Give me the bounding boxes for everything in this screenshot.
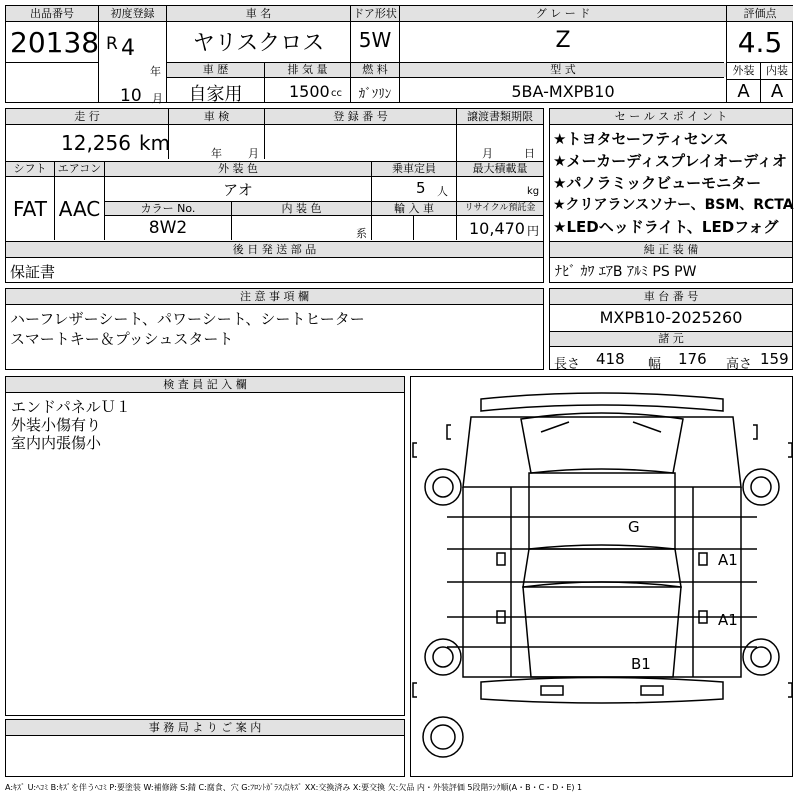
- damage-mark: A1: [718, 551, 738, 569]
- mileage-unit: km: [139, 131, 171, 155]
- office-label: 事 務 局 よ り ご 案 内: [6, 720, 404, 736]
- max-load-unit: kg: [527, 186, 540, 197]
- header-block: [5, 5, 793, 106]
- transfer-day-unit: 日: [524, 147, 535, 160]
- sales-points-label: セ ー ル ス ポ イ ン ト: [550, 109, 792, 125]
- vehicle-detail-block: [5, 108, 544, 283]
- first-reg-year: 4: [121, 36, 135, 61]
- history-label: 車 歴: [167, 63, 264, 77]
- shift: FAT: [12, 197, 47, 221]
- damage-mark: A1: [718, 611, 738, 629]
- car-name: ヤリスクロス: [192, 31, 325, 56]
- first-reg-month: 10: [120, 86, 142, 106]
- model: 5BA-MXPB10: [511, 82, 615, 101]
- ext-grade: A: [737, 81, 750, 102]
- damage-mark: G: [628, 518, 640, 536]
- int-color-label: 内 装 色: [232, 202, 371, 215]
- int-label: 内装: [766, 64, 788, 77]
- mileage: 12,256: [61, 131, 131, 155]
- transfer-month-unit: 月: [482, 147, 493, 160]
- displacement-unit: cc: [331, 88, 342, 99]
- notes-block: [5, 288, 544, 370]
- sales-point-item: ★クリアランスソナー、BSM、RCTA: [553, 197, 794, 213]
- door-type: 5W: [358, 28, 392, 52]
- grade-label: グ レ ー ド: [400, 6, 726, 21]
- notes-label: 注 意 事 項 欄: [6, 289, 543, 305]
- lot-label: 出品番号: [6, 6, 98, 21]
- color-no: 8W2: [148, 218, 188, 238]
- ac-label: エアコン: [55, 162, 104, 176]
- inspection-year-unit: 年: [211, 147, 222, 160]
- capacity-label: 乗車定員: [372, 162, 456, 176]
- legend: A:ｷｽﾞ U:ﾍｺﾐ B:ｷｽﾞを伴うﾍｺﾐ P:要塗装 W:補修跡 S:錆 C:腐食、穴 G:ﾌﾛﾝﾄｶﾞﾗｽ点ｷｽﾞ XX:交換済み X:要交換 欠:欠品 内・外装評価 5段階ﾗﾝｸ順(A・B・C・D・E) 1: [5, 783, 583, 792]
- sales-point-item: ★メーカーディスプレイオーディオ: [553, 152, 787, 170]
- inspection-label: 車 検: [169, 109, 264, 124]
- height: 159: [760, 350, 789, 368]
- car-name-label: 車 名: [167, 6, 350, 21]
- transfer-label: 譲渡書類期限: [457, 109, 543, 124]
- reg-no-label: 登 録 番 号: [265, 109, 456, 124]
- max-load-label: 最大積載量: [457, 162, 543, 176]
- inspection-month-unit: 月: [248, 147, 259, 160]
- displacement-label: 排 気 量: [265, 63, 350, 77]
- capacity: 5: [416, 179, 426, 197]
- width-label: 幅: [648, 357, 662, 372]
- sales-points-block: [549, 108, 793, 283]
- equipment-label: 純 正 装 備: [550, 242, 792, 258]
- car-diagram: [410, 376, 793, 777]
- sales-point-item: ★パノラミックビューモニター: [553, 174, 762, 192]
- year-unit: 年: [150, 65, 161, 78]
- score: 4.5: [737, 26, 783, 59]
- ext-color-label: 外 装 色: [105, 162, 371, 176]
- recycle-unit: 円: [527, 224, 540, 238]
- history: 自家用: [188, 84, 243, 105]
- ext-label: 外装: [732, 64, 755, 77]
- score-label: 評価点: [727, 6, 793, 21]
- ext-color: アオ: [223, 181, 253, 199]
- notes-line: スマートキー＆プッシュスタート: [10, 330, 234, 348]
- shift-label: シフト: [6, 162, 54, 176]
- inspector-block: [5, 376, 405, 716]
- dims-label: 諸 元: [550, 332, 792, 347]
- chassis-number: MXPB10-2025260: [599, 308, 743, 327]
- grade: Z: [555, 28, 571, 53]
- era: R: [106, 34, 118, 54]
- recycle-label: リサイクル預託金: [457, 202, 543, 215]
- width: 176: [678, 350, 707, 368]
- model-label: 型 式: [400, 63, 726, 77]
- notes-line: ハーフレザーシート、パワーシート、シートヒーター: [10, 310, 365, 328]
- length: 418: [596, 350, 625, 368]
- later-parts-label: 後 日 発 送 部 品: [6, 242, 543, 257]
- inspector-line: 外装小傷有り: [11, 416, 102, 434]
- inspector-line: エンドパネルＵ１: [11, 398, 131, 416]
- chassis-label: 車 台 番 号: [550, 289, 792, 305]
- first-reg-label: 初度登録: [99, 6, 166, 21]
- later-parts: 保証書: [10, 263, 56, 281]
- office-block: [5, 719, 405, 777]
- sales-point-item: ★トヨタセーフティセンス: [553, 130, 729, 148]
- displacement: 1500: [289, 82, 330, 101]
- mileage-label: 走 行: [6, 109, 168, 124]
- chassis-block: [549, 288, 793, 370]
- equipment: ﾅﾋﾞ ｶﾜ ｴｱB ｱﾙﾐ PS PW: [555, 264, 697, 280]
- height-label: 高さ: [726, 357, 753, 372]
- ac: AAC: [58, 197, 101, 221]
- import-label: 輸 入 車: [372, 202, 456, 215]
- door-label: ドア形状: [351, 6, 399, 21]
- inspector-line: 室内内張傷小: [11, 434, 102, 452]
- length-label: 長さ: [554, 357, 581, 372]
- damage-mark: B1: [631, 655, 651, 673]
- int-color-unit: 系: [356, 227, 367, 240]
- fuel-label: 燃 料: [351, 63, 399, 77]
- recycle: 10,470: [469, 219, 525, 238]
- color-no-label: カラー No.: [105, 202, 231, 215]
- lot-number: 20138: [10, 26, 100, 59]
- capacity-unit: 人: [437, 185, 448, 198]
- fuel: ｶﾞｿﾘﾝ: [358, 87, 392, 102]
- month-unit: 月: [152, 92, 163, 105]
- int-grade: A: [770, 81, 784, 102]
- inspector-label: 検 査 員 記 入 欄: [6, 377, 404, 393]
- sales-point-item: ★LEDヘッドライト、LEDフォグ: [553, 218, 779, 236]
